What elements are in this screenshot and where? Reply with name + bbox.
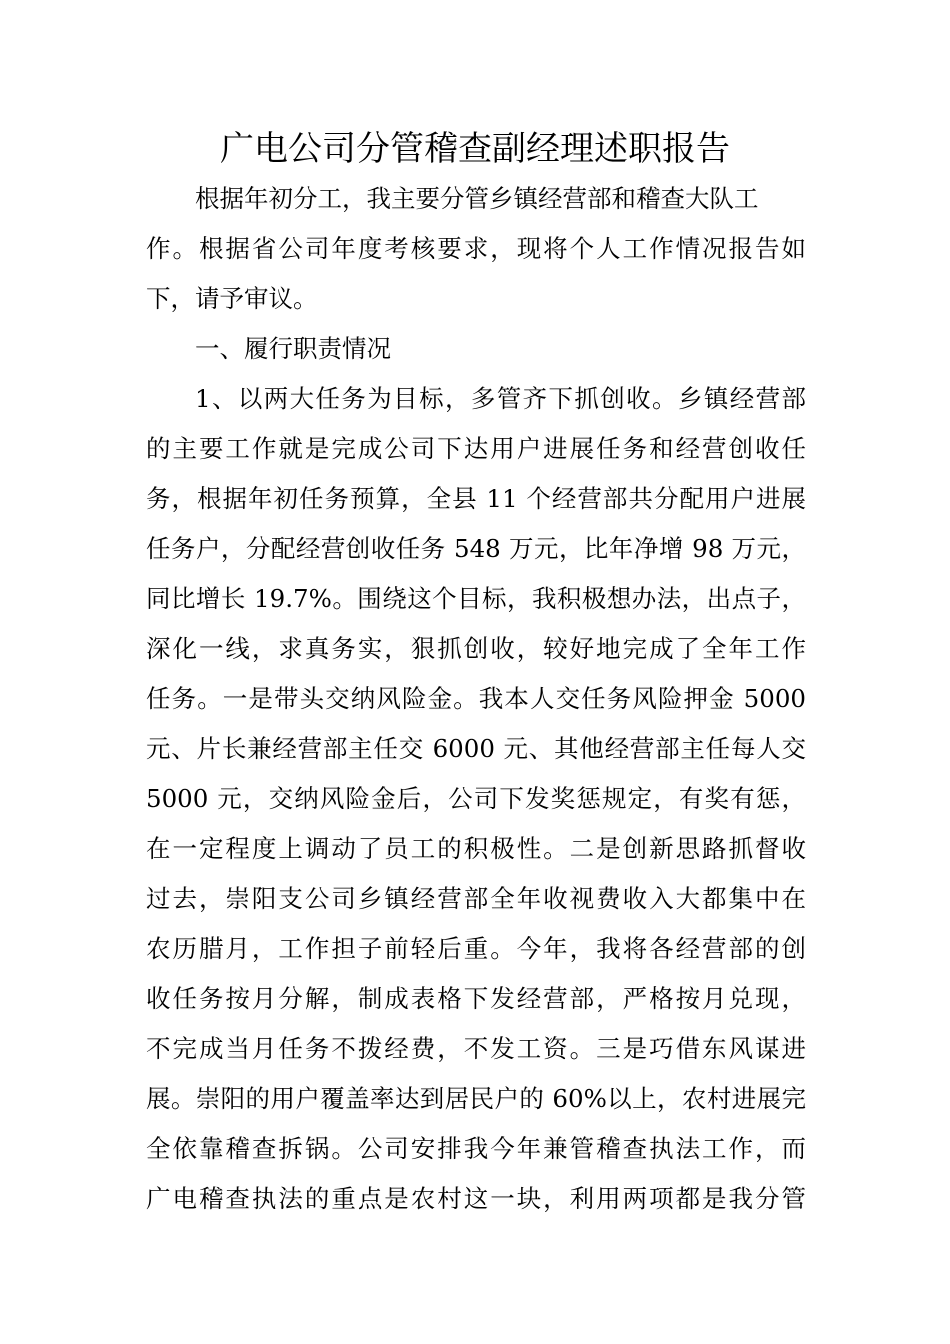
- paragraph-line: 广电稽查执法的重点是农村这一块，利用两项都是我分管: [146, 1184, 806, 1213]
- paragraph-line: 下，请予审议。: [146, 284, 318, 313]
- paragraph-line: 在一定程度上调动了员工的积极性。二是创新思路抓督收: [146, 834, 806, 863]
- paragraph-line: 务，根据年初任务预算，全县 11 个经营部共分配用户进展: [146, 484, 806, 513]
- paragraph-line: 不完成当月任务不拨经费，不发工资。三是巧借东风谋进: [146, 1034, 806, 1063]
- paragraph-line: 深化一线，求真务实，狠抓创收，较好地完成了全年工作: [146, 634, 806, 663]
- paragraph-line: 1、以两大任务为目标，多管齐下抓创收。乡镇经营部: [195, 384, 806, 413]
- paragraph-line: 元、片长兼经营部主任交 6000 元、其他经营部主任每人交: [146, 734, 806, 763]
- paragraph-line: 任务。一是带头交纳风险金。我本人交任务风险押金 5000: [146, 684, 806, 713]
- paragraph-line: 收任务按月分解，制成表格下发经营部，严格按月兑现，: [146, 984, 806, 1013]
- paragraph-line: 农历腊月，工作担子前轻后重。今年，我将各经营部的创: [146, 934, 806, 963]
- paragraph-line: 过去，崇阳支公司乡镇经营部全年收视费收入大都集中在: [146, 884, 806, 913]
- paragraph-line: 根据年初分工，我主要分管乡镇经营部和稽查大队工: [195, 184, 759, 213]
- paragraph-line: 同比增长 19.7%。围绕这个目标，我积极想办法，出点子，: [146, 584, 806, 613]
- document-title: 广电公司分管稽查副经理述职报告: [220, 129, 730, 169]
- paragraph-line: 5000 元，交纳风险金后，公司下发奖惩规定，有奖有惩，: [146, 784, 806, 813]
- paragraph-line: 全依靠稽查拆锅。公司安排我今年兼管稽查执法工作，而: [146, 1134, 806, 1163]
- paragraph-line: 作。根据省公司年度考核要求，现将个人工作情况报告如: [146, 234, 806, 263]
- section-heading: 一、履行职责情况: [195, 334, 391, 363]
- paragraph-line: 展。崇阳的用户覆盖率达到居民户的 60%以上，农村进展完: [146, 1084, 806, 1113]
- paragraph-line: 任务户，分配经营创收任务 548 万元，比年净增 98 万元，: [146, 534, 806, 563]
- paragraph-line: 的主要工作就是完成公司下达用户进展任务和经营创收任: [146, 434, 806, 463]
